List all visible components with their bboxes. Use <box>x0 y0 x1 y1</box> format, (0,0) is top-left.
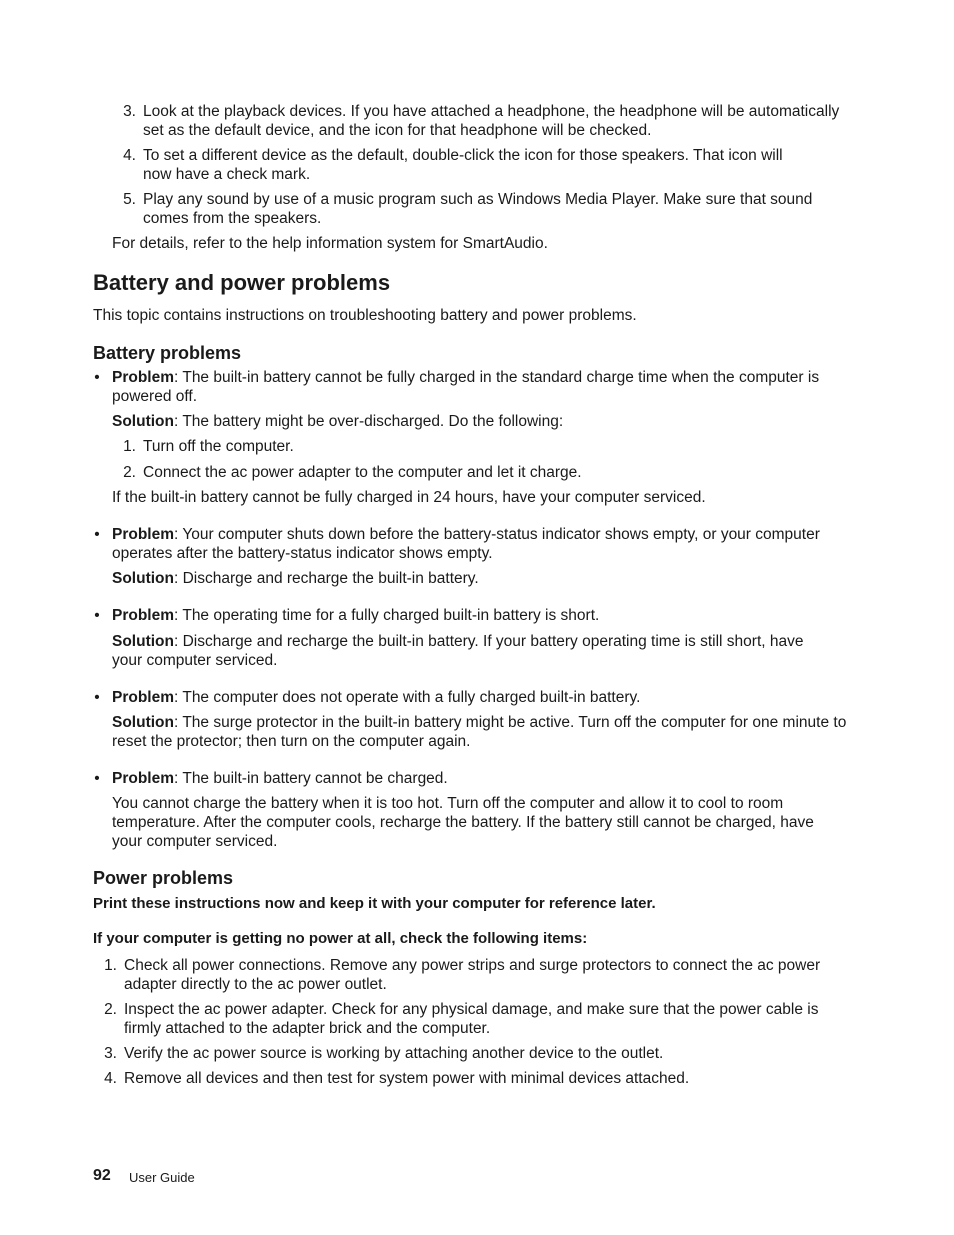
problem-text <box>112 368 852 406</box>
bullet: • <box>94 770 100 787</box>
print-note: Print these instructions now and keep it with your computer for reference later. <box>93 895 656 912</box>
solution-description: : The surge protector in the built-in battery might be active. Turn off the computer for one minute to reset the protector; then turn on the computer again. <box>112 714 847 750</box>
problem-text <box>112 525 852 563</box>
power-heading: Power problems <box>93 868 234 888</box>
bullet: • <box>94 526 100 543</box>
solution-text <box>112 412 852 431</box>
solution-text <box>112 632 832 670</box>
battery-heading: Battery problems <box>93 343 242 363</box>
battery-note: You cannot charge the battery when it is too hot. Turn off the computer and allow it to cool to room temperature. After the computer cools, recharge the battery. If the battery still cannot be charged, have your computer serviced. <box>112 795 814 850</box>
solution-description: : Discharge and recharge the built-in battery. If your battery operating time is still short, have your computer serviced. <box>112 633 804 669</box>
problem-label: Problem <box>112 369 175 386</box>
solution-label: Solution <box>112 633 174 650</box>
bullet: • <box>94 607 100 624</box>
problem-label: Problem <box>112 689 175 706</box>
check-note: If your computer is getting no power at all, check the following items: <box>93 930 588 947</box>
problem-label: Problem <box>112 607 175 624</box>
problem-label: Problem <box>112 770 175 787</box>
step-text: Remove all devices and then test for system power with minimal devices attached. <box>124 1070 690 1087</box>
problem-description: : Your computer shuts down before the battery-status indicator shows empty, or your computer operates after the battery-status indicator shows empty. <box>112 526 820 562</box>
problem-description: : The built-in battery cannot be fully charged in the standard charge time when the computer is powered off. <box>112 369 820 405</box>
step-number: 1. <box>123 438 136 455</box>
step-text: Connect the ac power adapter to the computer and let it charge. <box>143 464 582 481</box>
step-text: To set a different device as the default, double-click the icon for those speakers. That icon will now have a check mark. <box>143 147 783 183</box>
step-number: 4. <box>104 1070 117 1087</box>
page-number: 92 <box>93 1167 111 1184</box>
problem-description: : The built-in battery cannot be charged. <box>174 770 448 787</box>
step-text: Look at the playback devices. If you have attached a headphone, the headphone will be automatically set as the default device, and the icon for that headphone will be checked. <box>143 103 840 139</box>
intro-note: For details, refer to the help information system for SmartAudio. <box>112 235 548 252</box>
step-text: Play any sound by use of a music program such as Windows Media Player. Make sure that sound comes from the speakers. <box>143 191 813 227</box>
step-text: Verify the ac power source is working by attaching another device to the outlet. <box>124 1045 664 1062</box>
step-number: 5. <box>123 191 136 208</box>
guide-title: User Guide <box>129 1170 195 1185</box>
section-intro: This topic contains instructions on troubleshooting battery and power problems. <box>93 307 637 324</box>
bullet: • <box>94 369 100 386</box>
step-number: 3. <box>123 103 136 120</box>
solution-description: : Discharge and recharge the built-in battery. <box>174 570 479 587</box>
bullet: • <box>94 689 100 706</box>
solution-text <box>112 569 852 588</box>
step-text: Check all power connections. Remove any power strips and surge protectors to connect the ac power adapter directly to the ac power outlet. <box>124 957 821 993</box>
step-number: 2. <box>123 464 136 481</box>
problem-description: : The operating time for a fully charged built-in battery is short. <box>174 607 600 624</box>
problem-text <box>112 688 852 707</box>
section-title: Battery and power problems <box>93 270 391 295</box>
step-number: 3. <box>104 1045 117 1062</box>
solution-label: Solution <box>112 714 174 731</box>
solution-description: : The battery might be over-discharged. Do the following: <box>174 413 564 430</box>
step-number: 4. <box>123 147 136 164</box>
problem-text <box>112 769 852 788</box>
solution-label: Solution <box>112 413 174 430</box>
problem-label: Problem <box>112 526 175 543</box>
step-number: 1. <box>104 957 117 974</box>
step-text: Turn off the computer. <box>143 438 294 455</box>
step-number: 2. <box>104 1001 117 1018</box>
solution-text <box>112 713 852 751</box>
solution-label: Solution <box>112 570 174 587</box>
battery-note: If the built-in battery cannot be fully charged in 24 hours, have your computer serviced. <box>112 489 706 506</box>
problem-text <box>112 606 852 625</box>
step-text: Inspect the ac power adapter. Check for any physical damage, and make sure that the power cable is firmly attached to the adapter brick and the computer. <box>124 1001 819 1037</box>
problem-description: : The computer does not operate with a fully charged built-in battery. <box>174 689 641 706</box>
